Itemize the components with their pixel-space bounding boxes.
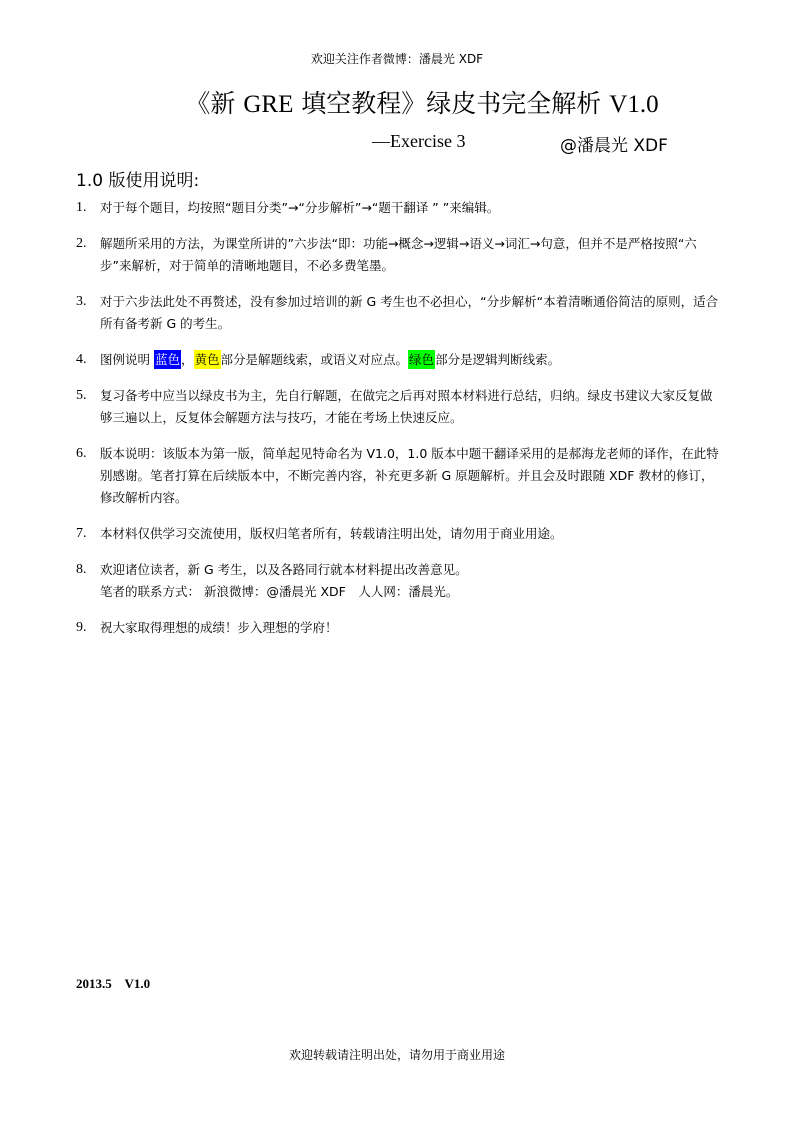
subtitle-row (0, 131, 794, 155)
instruction-list (76, 197, 721, 653)
item-number: 3. (76, 294, 87, 309)
legend-yellow-highlight: 黄色 (194, 352, 220, 367)
list-item (76, 443, 721, 509)
item-text (100, 559, 721, 603)
contact-line: 笔者的联系方式： 新浪微博：@潘晨光 XDF 人人网：潘晨光。 (100, 584, 459, 599)
legend-separator: ， (181, 352, 194, 367)
page-header-note: 欢迎关注作者微博：潘晨光 XDF (310, 52, 484, 66)
item-number: 8. (76, 562, 87, 577)
exercise-label: —Exercise 3 (372, 131, 466, 151)
item-text: 解题所采用的方法，为课堂所讲的”六步法“即：功能→概念→逻辑→语义→词汇→句意，但并不是严格按照“六步”来解析，对于简单的清晰地题目，不必多费笔墨。 (100, 236, 697, 273)
item-number: 1. (76, 200, 87, 215)
author-handle: @潘晨光 XDF (560, 136, 668, 156)
list-item-legend (76, 349, 721, 371)
item-number: 5. (76, 388, 87, 403)
page-footer-note: 欢迎转载请注明出处，请勿用于商业用途 (288, 1048, 505, 1062)
list-item (76, 291, 721, 335)
list-item (76, 617, 721, 639)
item-number: 7. (76, 526, 87, 541)
section-heading: 1.0 版使用说明: (76, 171, 200, 191)
item-text: 版本说明：该版本为第一版，简单起见特命名为 V1.0，1.0 版本中题干翻译采用的是郝海龙老师的译作，在此特别感谢。笔者打算在后续版本中，不断完善内容，补充更多新 G 原题解析。并且会及时跟随 XDF 教材的修订，修改解析内容。 (100, 446, 719, 505)
item-text: 对于每个题目，均按照“题目分类”→“分步解析”→“题干翻译 ” ”来编辑。 (100, 200, 500, 215)
item-text (100, 349, 721, 371)
list-item (76, 233, 721, 277)
item-number: 2. (76, 236, 87, 251)
list-item (76, 523, 721, 545)
legend-green-desc: 部分是逻辑判断线索。 (435, 352, 561, 367)
list-item (76, 559, 721, 603)
document-title (0, 84, 794, 120)
title-gre: GRE (243, 91, 294, 118)
item-text: 本材料仅供学习交流使用，版权归笔者所有，转载请注明出处，请勿用于商业用途。 (100, 526, 563, 541)
version-date: 2013.5 V1.0 (76, 976, 151, 991)
item-text: 对于六步法此处不再赘述，没有参加过培训的新 G 考生也不必担心，“分步解析“本着清晰通俗简洁的原则，适合所有备考新 G 的考生。 (100, 294, 719, 331)
legend-green-highlight: 绿色 (409, 352, 435, 367)
title-version: V1.0 (609, 91, 659, 118)
title-suffix: 填空教程》绿皮书完全解析 (293, 89, 610, 118)
item-text: 复习备考中应当以绿皮书为主，先自行解题，在做完之后再对照本材料进行总结，归纳。绿皮书建议大家反复做够三遍以上，反复体会解题方法与技巧，才能在考场上快速反应。 (100, 388, 713, 425)
item-number: 4. (76, 352, 87, 367)
list-item (76, 385, 721, 429)
item-text: 祝大家取得理想的成绩！步入理想的学府！ (100, 620, 338, 635)
legend-intro: 图例说明 (100, 352, 154, 367)
legend-yellow-desc: 部分是解题线索，或语义对应点。 (220, 352, 409, 367)
item-number: 6. (76, 446, 87, 461)
item-number: 9. (76, 620, 87, 635)
title-prefix: 《新 (185, 89, 244, 118)
list-item (76, 197, 721, 219)
legend-blue-highlight: 蓝色 (154, 352, 180, 367)
item-line: 欢迎诸位读者，新 G 考生，以及各路同行就本材料提出改善意见。 (100, 562, 468, 577)
